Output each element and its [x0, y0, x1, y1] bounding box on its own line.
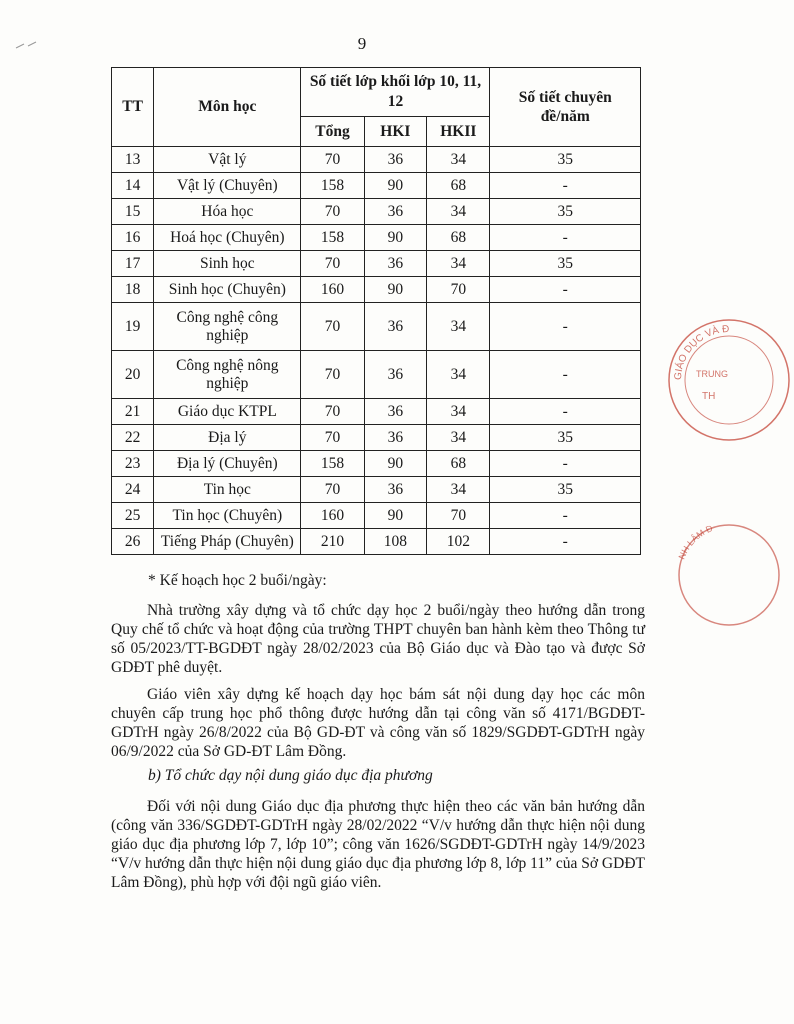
cell-tt: 14	[112, 173, 154, 199]
seal-text-short: TH	[702, 391, 716, 402]
cell-hk1: 90	[364, 451, 427, 477]
table-row	[112, 199, 641, 225]
table-row	[112, 277, 641, 303]
cell-hk1: 90	[364, 173, 427, 199]
cell-tt: 26	[112, 529, 154, 555]
scan-mark	[14, 34, 54, 54]
cell-subject: Sinh học (Chuyên)	[154, 277, 301, 303]
cell-hk2: 68	[427, 173, 490, 199]
cell-total: 70	[301, 477, 364, 503]
cell-total: 70	[301, 425, 364, 451]
table-row	[112, 503, 641, 529]
cell-hk2: 34	[427, 147, 490, 173]
cell-chuyen: -	[490, 529, 641, 555]
cell-tt: 23	[112, 451, 154, 477]
cell-total: 160	[301, 277, 364, 303]
header-total: Tổng	[301, 117, 364, 147]
cell-total: 210	[301, 529, 364, 555]
cell-hk1: 36	[364, 303, 427, 351]
cell-hk1: 36	[364, 351, 427, 399]
table-row	[112, 529, 641, 555]
cell-tt: 17	[112, 251, 154, 277]
cell-chuyen: -	[490, 225, 641, 251]
cell-hk2: 34	[427, 425, 490, 451]
table-row	[112, 399, 641, 425]
cell-hk2: 102	[427, 529, 490, 555]
cell-hk1: 90	[364, 277, 427, 303]
cell-subject: Tin học (Chuyên)	[154, 503, 301, 529]
paragraph-two-sessions: Nhà trường xây dựng và tổ chức dạy học 2 buổi/ngày theo hướng dẫn trong Quy chế tổ chức và hoạt động của trường THPT chuyên ban hành kèm theo Thông tư số 05/2023/TT-BGDĐT ngày 28/02/2023 của Bộ Giáo dục và Đào tạo và được Sở GDĐT phê duyệt.	[111, 602, 645, 676]
table-row	[112, 451, 641, 477]
school-seal	[664, 315, 794, 445]
header-hk2: HKII	[427, 117, 490, 147]
table-row	[112, 173, 641, 199]
cell-hk2: 34	[427, 351, 490, 399]
cell-hk2: 34	[427, 477, 490, 503]
cell-tt: 24	[112, 477, 154, 503]
cell-hk2: 34	[427, 199, 490, 225]
cell-chuyen: -	[490, 503, 641, 529]
cell-hk1: 36	[364, 147, 427, 173]
cell-tt: 22	[112, 425, 154, 451]
seal-text-inner: TRUNG	[696, 369, 728, 379]
cell-hk2: 34	[427, 399, 490, 425]
cell-hk1: 36	[364, 477, 427, 503]
cell-hk1: 108	[364, 529, 427, 555]
cell-subject: Giáo dục KTPL	[154, 399, 301, 425]
table-row	[112, 477, 641, 503]
cell-hk1: 36	[364, 425, 427, 451]
table-row	[112, 225, 641, 251]
header-hk1: HKI	[364, 117, 427, 147]
seal-text-bottom: NH LÂM Đ	[676, 523, 715, 561]
table-row	[112, 425, 641, 451]
cell-hk2: 34	[427, 303, 490, 351]
cell-chuyen: 35	[490, 477, 641, 503]
header-periods-group: Số tiết lớp khối lớp 10, 11, 12	[301, 68, 490, 117]
paragraph-teaching-plan: Giáo viên xây dựng kế hoạch dạy học bám sát nội dung dạy học các môn chuyên cấp trung học phổ thông được hướng dẫn tại công văn số 4171/BGDĐT-GDTrH ngày 26/8/2022 của Bộ GD-ĐT và công văn số 1829/SGDĐT-GDTrH ngày 06/9/2022 của Sở GD-ĐT Lâm Đồng.	[111, 686, 645, 760]
cell-total: 70	[301, 199, 364, 225]
cell-hk1: 90	[364, 503, 427, 529]
cell-hk2: 68	[427, 225, 490, 251]
cell-hk2: 70	[427, 503, 490, 529]
cell-subject: Công nghệ công nghiệp	[154, 303, 301, 351]
cell-tt: 15	[112, 199, 154, 225]
cell-subject: Hóa học	[154, 199, 301, 225]
cell-subject: Tin học	[154, 477, 301, 503]
table-body	[112, 147, 641, 555]
table-row	[112, 147, 641, 173]
header-tt: TT	[112, 68, 154, 147]
cell-hk2: 34	[427, 251, 490, 277]
cell-total: 160	[301, 503, 364, 529]
cell-hk1: 36	[364, 251, 427, 277]
cell-total: 158	[301, 173, 364, 199]
cell-chuyen: -	[490, 451, 641, 477]
cell-subject: Địa lý	[154, 425, 301, 451]
cell-tt: 21	[112, 399, 154, 425]
header-chuyen-de: Số tiết chuyên đề/năm	[490, 68, 641, 147]
cell-chuyen: -	[490, 173, 641, 199]
cell-hk2: 70	[427, 277, 490, 303]
cell-chuyen: -	[490, 399, 641, 425]
header-subject: Môn học	[154, 68, 301, 147]
cell-subject: Hoá học (Chuyên)	[154, 225, 301, 251]
cell-hk1: 36	[364, 399, 427, 425]
table-header-row	[112, 68, 641, 117]
cell-chuyen: -	[490, 277, 641, 303]
cell-hk1: 36	[364, 199, 427, 225]
cell-total: 70	[301, 147, 364, 173]
cell-total: 158	[301, 451, 364, 477]
cell-tt: 16	[112, 225, 154, 251]
cell-tt: 18	[112, 277, 154, 303]
cell-subject: Công nghệ nông nghiệp	[154, 351, 301, 399]
cell-total: 70	[301, 251, 364, 277]
cell-total: 70	[301, 351, 364, 399]
cell-chuyen: -	[490, 351, 641, 399]
cell-subject: Địa lý (Chuyên)	[154, 451, 301, 477]
cell-chuyen: 35	[490, 425, 641, 451]
section-heading-b: b) Tổ chức dạy nội dung giáo dục địa phương	[148, 767, 433, 784]
cell-tt: 19	[112, 303, 154, 351]
seal-fragment	[674, 520, 784, 630]
cell-chuyen: 35	[490, 199, 641, 225]
cell-hk2: 68	[427, 451, 490, 477]
cell-tt: 20	[112, 351, 154, 399]
cell-subject: Tiếng Pháp (Chuyên)	[154, 529, 301, 555]
cell-chuyen: 35	[490, 147, 641, 173]
cell-subject: Vật lý (Chuyên)	[154, 173, 301, 199]
table-row	[112, 351, 641, 399]
subjects-table	[111, 67, 641, 555]
cell-total: 70	[301, 399, 364, 425]
seal-text-top: GIÁO DỤC VÀ Đ	[672, 323, 730, 381]
cell-total: 70	[301, 303, 364, 351]
svg-text:NH LÂM Đ	[677, 523, 715, 561]
note-title: * Kế hoạch học 2 buổi/ngày:	[148, 572, 327, 589]
cell-total: 158	[301, 225, 364, 251]
cell-tt: 25	[112, 503, 154, 529]
cell-chuyen: 35	[490, 251, 641, 277]
table-row	[112, 303, 641, 351]
cell-hk1: 90	[364, 225, 427, 251]
paragraph-local-education: Đối với nội dung Giáo dục địa phương thực hiện theo các văn bản hướng dẫn (công văn 336/SGDĐT-GDTrH ngày 28/02/2022 “V/v hướng dẫn thực hiện nội dung giáo dục địa phương lớp 7, lớp 10”; công văn 1626/SGDĐT-GDTrH ngày 14/9/2023 “V/v hướng dẫn thực hiện nội dung giáo dục địa phương lớp 8, lớp 11” của Sở GDĐT Lâm Đồng), phù hợp với đội ngũ giáo viên.	[111, 798, 645, 891]
page-number: 9	[357, 34, 367, 53]
cell-subject: Vật lý	[154, 147, 301, 173]
cell-subject: Sinh học	[154, 251, 301, 277]
cell-tt: 13	[112, 147, 154, 173]
table-row	[112, 251, 641, 277]
cell-chuyen: -	[490, 303, 641, 351]
